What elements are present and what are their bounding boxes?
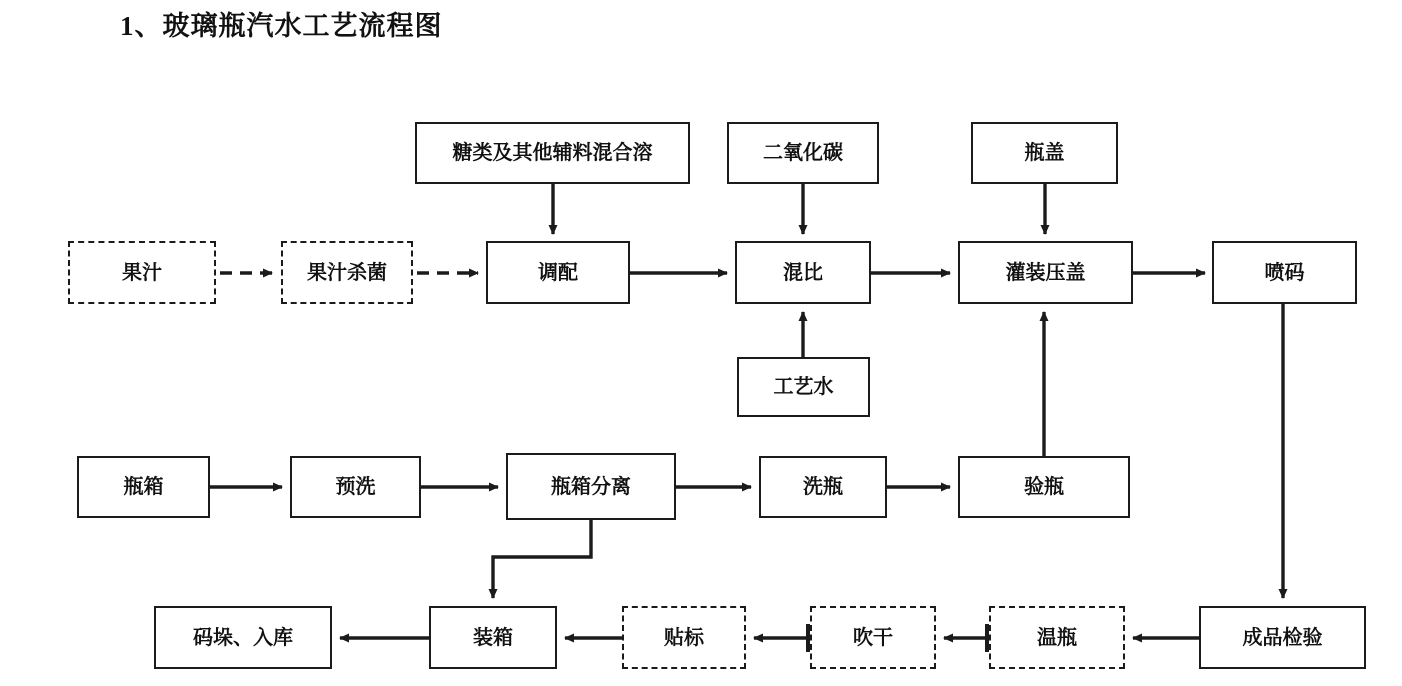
flow-node-boxing[interactable]: 装箱 [429,606,557,669]
flow-node-juicester[interactable]: 果汁杀菌 [281,241,413,304]
flow-node-crate[interactable]: 瓶箱 [77,456,210,518]
flow-node-co2[interactable]: 二氧化碳 [727,122,879,184]
flow-node-cap[interactable]: 瓶盖 [971,122,1118,184]
flow-node-code[interactable]: 喷码 [1212,241,1357,304]
flow-node-final[interactable]: 成品检验 [1199,606,1366,669]
flow-node-warm[interactable]: 温瓶 [989,606,1125,669]
flow-node-inspect[interactable]: 验瓶 [958,456,1130,518]
flow-node-blend[interactable]: 调配 [486,241,630,304]
flow-node-separate[interactable]: 瓶箱分离 [506,453,676,520]
flow-node-stack[interactable]: 码垛、入库 [154,606,332,669]
flow-node-juice[interactable]: 果汁 [68,241,216,304]
flow-node-water[interactable]: 工艺水 [737,357,870,417]
flow-node-prewash[interactable]: 预洗 [290,456,421,518]
flow-node-washbottle[interactable]: 洗瓶 [759,456,887,518]
page-title: 1、玻璃瓶汽水工艺流程图 [120,11,443,41]
flow-node-mix[interactable]: 混比 [735,241,871,304]
flow-node-blowdry[interactable]: 吹干 [810,606,936,669]
flow-node-fill[interactable]: 灌装压盖 [958,241,1133,304]
flow-node-label[interactable]: 贴标 [622,606,746,669]
flow-node-sugar[interactable]: 糖类及其他辅料混合溶 [415,122,690,184]
